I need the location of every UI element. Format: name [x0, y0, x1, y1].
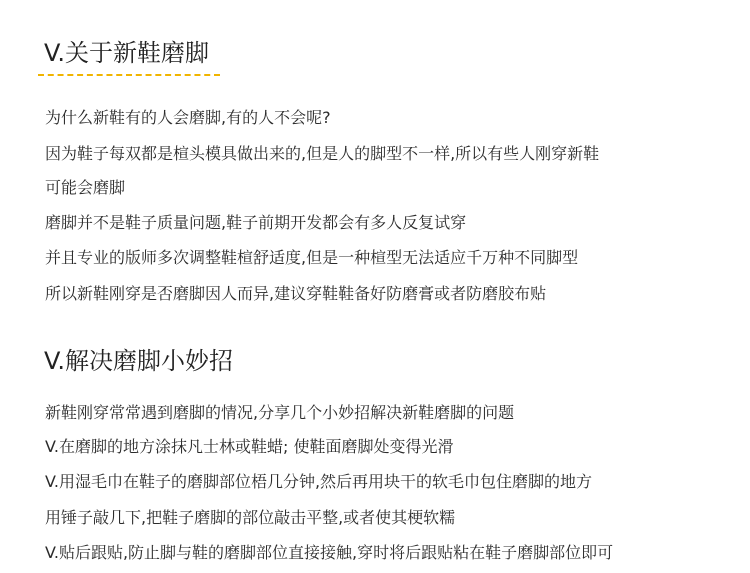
section-2-line-2: V.在磨脚的地方涂抹凡士林或鞋蜡; 使鞋面磨脚处变得光滑: [45, 437, 454, 456]
section-1-line-5: 并且专业的版师多次调整鞋楦舒适度,但是一种楦型无法适应千万种不同脚型: [45, 248, 579, 267]
section-2-line-5: V.贴后跟贴,防止脚与鞋的磨脚部位直接接触,穿时将后跟贴粘在鞋子磨脚部位即可: [45, 543, 614, 562]
section-2-heading: V.解决磨脚小妙招: [44, 347, 233, 375]
section-1-line-4: 磨脚并不是鞋子质量问题,鞋子前期开发都会有多人反复试穿: [45, 213, 467, 232]
section-1-heading: V.关于新鞋磨脚: [44, 39, 209, 67]
section-2-line-3: V.用湿毛巾在鞋子的磨脚部位梧几分钟,然后再用块干的软毛巾包住磨脚的地方: [45, 472, 593, 491]
section-1-line-1: 为什么新鞋有的人会磨脚,有的人不会呢?: [45, 108, 331, 127]
section-1-line-2: 因为鞋子每双都是楦头模具做出来的,但是人的脚型不一样,所以有些人刚穿新鞋: [45, 144, 600, 163]
section-2-line-1: 新鞋刚穿常常遇到磨脚的情况,分享几个小妙招解决新鞋磨脚的问题: [45, 403, 515, 422]
section-2-line-4: 用锤子敲几下,把鞋子磨脚的部位敲击平整,或者使其梗软糯: [45, 508, 456, 527]
section-1-line-6: 所以新鞋刚穿是否磨脚因人而异,建议穿鞋鞋备好防磨膏或者防磨胶布贴: [45, 284, 547, 303]
section-1-heading-underline: [38, 74, 220, 76]
section-1-line-3: 可能会磨脚: [45, 178, 126, 197]
